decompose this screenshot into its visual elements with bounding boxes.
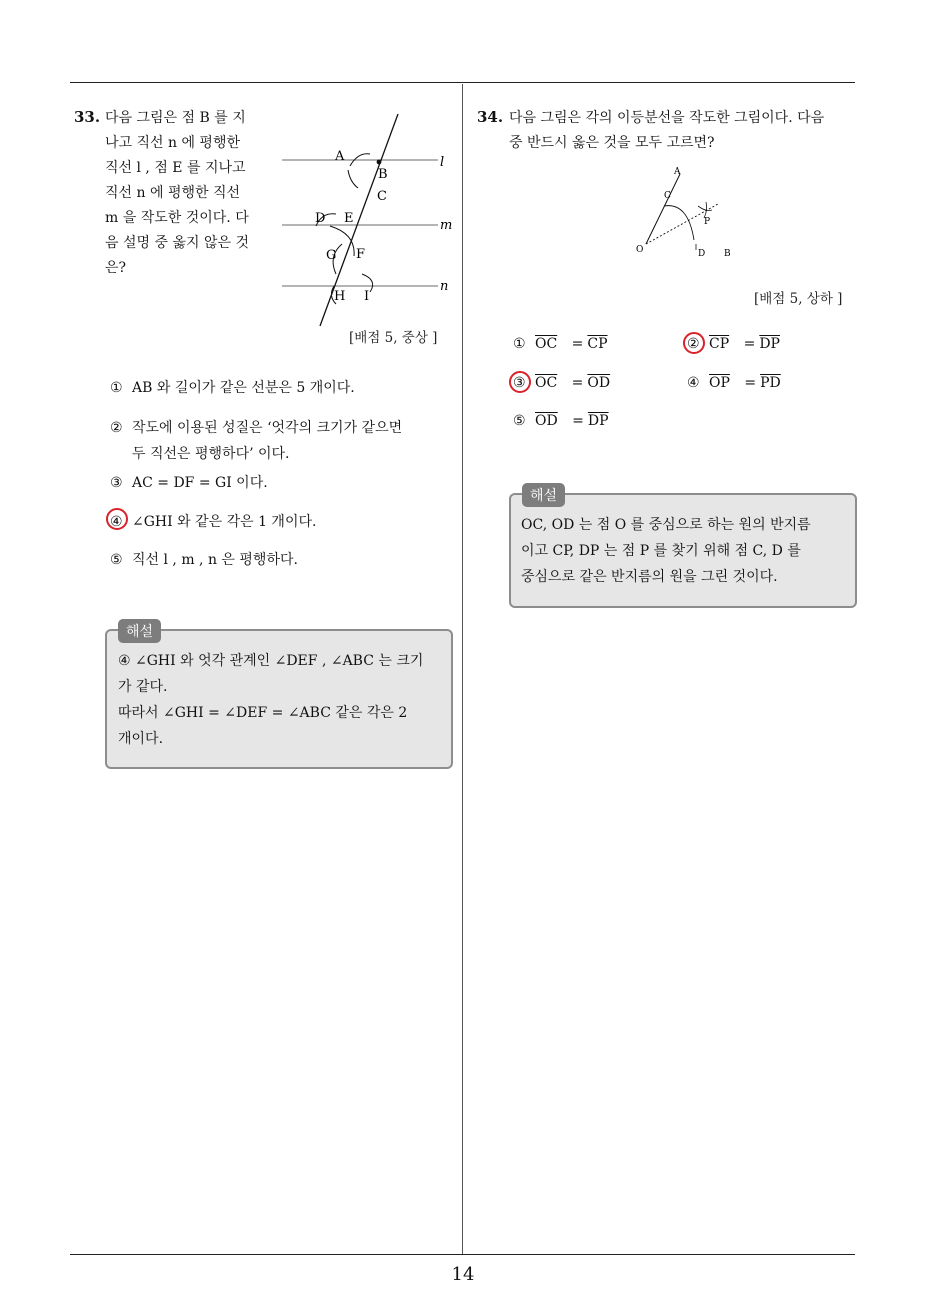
label-o: O <box>636 245 644 255</box>
arc-ac <box>348 170 358 188</box>
segment-left: $\overline{OC}$ <box>535 336 558 352</box>
question-33-line-4: 직선 n 에 평행한 직선 <box>105 185 241 201</box>
choice-number: ⑤ <box>110 552 123 568</box>
label-d: D <box>698 249 706 259</box>
angle-bisector-figure <box>630 162 750 262</box>
segment-left: $\overline{OD}$ <box>535 413 558 429</box>
choice-number: ⑤ <box>513 413 526 429</box>
segment-right: $\overline{OD}$ <box>587 375 611 391</box>
answer-circle-mark <box>683 332 705 354</box>
q33-explanation-line-2: 가 같다. <box>118 679 168 695</box>
question-33-line-5: m 을 작도한 것이다. 다 <box>105 210 249 226</box>
label-m: m <box>440 218 453 233</box>
q33-choice-2-continued <box>132 443 290 463</box>
question-33-score: [배점 5, 중상 ] <box>349 330 438 346</box>
q34-explanation-tag: 해설 <box>522 483 565 507</box>
equals-sign: = <box>572 413 584 429</box>
q34-explanation-line-2: 이고 CP, DP 는 점 P 를 찾기 위해 점 C, D 를 <box>521 543 801 559</box>
answer-circle-mark <box>509 371 531 393</box>
footer-rule <box>70 1254 855 1255</box>
segment-right: $\overline{DP}$ <box>759 336 780 352</box>
parallel-lines-figure <box>278 108 458 330</box>
label-f: F <box>356 247 366 262</box>
question-33-line-3: 직선 l , 점 E 를 지나고 <box>105 160 246 176</box>
point-b <box>377 160 382 165</box>
choice-text: 직선 l , m , n 은 평행하다. <box>132 552 298 568</box>
q33-choice-2[interactable] <box>110 417 402 437</box>
q34-explanation-line-3: 중심으로 같은 반지름의 원을 그린 것이다. <box>521 569 778 585</box>
page-number: 14 <box>451 1264 475 1285</box>
question-34-score: [배점 5, 상하 ] <box>754 291 843 307</box>
segment-left: $\overline{CP}$ <box>709 336 730 352</box>
label-h: H <box>334 289 346 304</box>
question-33-line-6: 음 설명 중 옳지 않은 것 <box>105 235 249 251</box>
q33-choice-4[interactable] <box>110 511 316 531</box>
q33-choice-1[interactable] <box>110 377 355 397</box>
question-34-line-1: 다음 그림은 각의 이등분선을 작도한 그림이다. 다음 <box>509 110 825 126</box>
segment-right: $\overline{DP}$ <box>587 413 609 429</box>
equals-sign: = <box>743 336 756 352</box>
choice-number: ② <box>687 336 700 352</box>
question-33-line-1: 다음 그림은 점 B 를 지 <box>105 110 246 126</box>
label-i: I <box>364 289 370 304</box>
label-d: D <box>315 211 326 226</box>
segment-left: $\overline{OP}$ <box>709 375 730 391</box>
label-p: P <box>704 217 711 227</box>
question-34-line-2: 중 반드시 옳은 것을 모두 고르면? <box>509 135 715 151</box>
q34-choice-1[interactable] <box>513 336 608 352</box>
question-33-number: 33. <box>74 108 101 126</box>
label-e: E <box>344 211 354 226</box>
choice-number: ① <box>110 380 123 396</box>
label-n: n <box>440 279 449 294</box>
question-33-line-2: 나고 직선 n 에 평행한 <box>105 135 241 151</box>
segment-left: $\overline{OC}$ <box>535 375 558 391</box>
label-b: B <box>378 167 388 182</box>
equals-sign: = <box>571 336 584 352</box>
question-34-number: 34. <box>477 108 504 126</box>
choice-number: ④ <box>110 514 123 530</box>
choice-text: ∠GHI 와 같은 각은 1 개이다. <box>132 514 317 530</box>
label-g: G <box>326 248 337 263</box>
label-a: A <box>335 149 345 164</box>
q33-explanation-line-1: ④ ∠GHI 와 엇각 관계인 ∠DEF , ∠ABC 는 크기 <box>118 653 424 669</box>
choice-text: AC = DF = GI 이다. <box>132 475 268 491</box>
equals-sign: = <box>744 375 757 391</box>
choice-text: AB 와 길이가 같은 선분은 5 개이다. <box>132 380 355 396</box>
choice-number: ① <box>513 336 526 352</box>
choice-number: ② <box>110 420 123 436</box>
q33-explanation-line-4: 개이다. <box>118 731 164 747</box>
q33-choice-5[interactable] <box>110 549 298 569</box>
label-a: A <box>674 167 681 177</box>
label-c: C <box>664 191 671 201</box>
choice-number: ③ <box>513 375 526 391</box>
choice-text: 작도에 이용된 성질은 ‘엇각의 크기가 같으면 <box>132 420 403 436</box>
q34-explanation-line-1: OC, OD 는 점 O 를 중심으로 하는 원의 반지름 <box>521 517 811 533</box>
q33-explanation-line-3: 따라서 ∠GHI = ∠DEF = ∠ABC 같은 각은 2 <box>118 705 408 721</box>
q33-choice-3[interactable] <box>110 472 268 492</box>
q34-choice-5[interactable] <box>513 413 609 429</box>
answer-circle-mark <box>106 508 128 530</box>
label-b: B <box>724 249 731 259</box>
header-rule <box>70 82 855 83</box>
equals-sign: = <box>571 375 584 391</box>
question-33-line-7: 은? <box>105 260 127 276</box>
label-l: l <box>440 155 445 170</box>
segment-right: $\overline{CP}$ <box>587 336 608 352</box>
label-c: C <box>377 189 387 204</box>
choice-number: ④ <box>687 375 700 391</box>
column-divider <box>462 84 463 1254</box>
arc-cd <box>664 206 694 240</box>
segment-right: $\overline{PD}$ <box>760 375 781 391</box>
q34-choice-4[interactable] <box>687 375 781 391</box>
choice-number: ③ <box>110 475 123 491</box>
ray-oa <box>646 174 680 244</box>
q33-explanation-tag: 해설 <box>118 619 161 643</box>
choice-text: 두 직선은 평행하다’ 이다. <box>132 446 290 462</box>
